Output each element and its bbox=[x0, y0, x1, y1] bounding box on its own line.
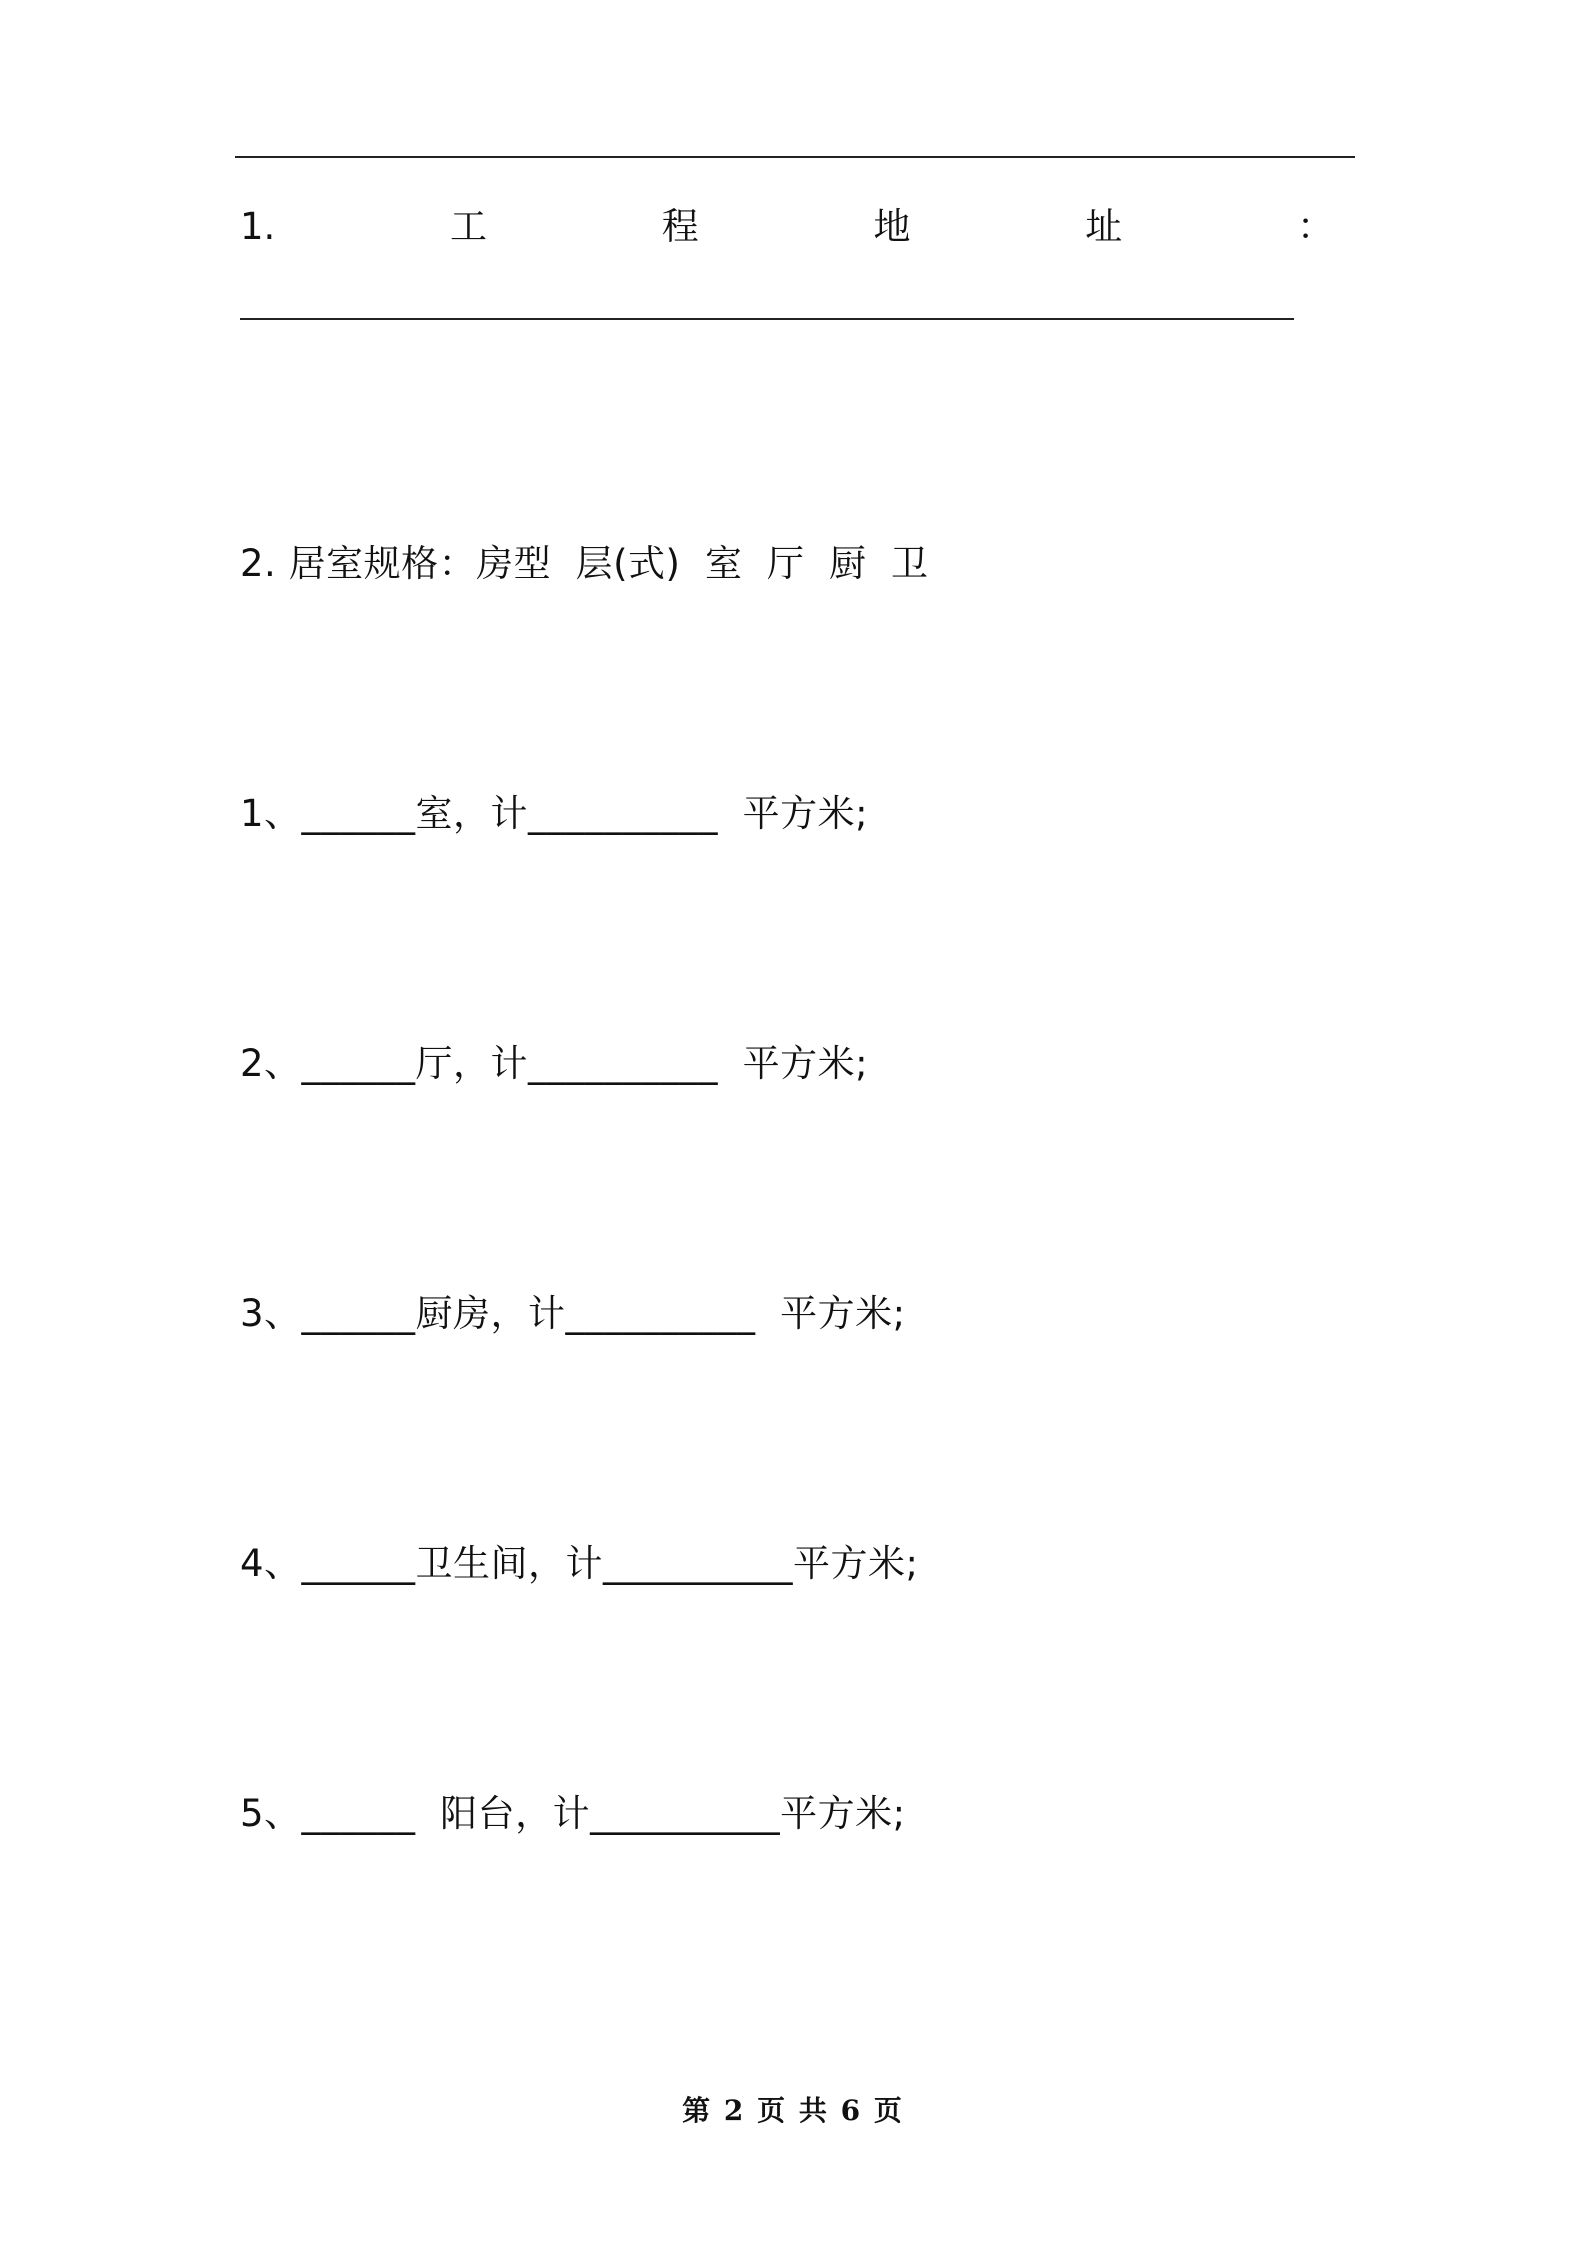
address-number: 1. bbox=[240, 205, 276, 248]
page-indicator: 第 2 页 共 6 页 bbox=[682, 2094, 904, 2127]
address-colon: ： bbox=[1296, 205, 1334, 248]
item-kitchen: 3、______厨房，计__________ 平方米; bbox=[240, 1292, 906, 1335]
address-char-1: 工 bbox=[450, 205, 488, 248]
item-room: 1、______室，计__________ 平方米; bbox=[240, 792, 869, 835]
address-line bbox=[240, 204, 1334, 250]
address-char-2: 程 bbox=[661, 205, 699, 248]
item-bathroom: 4、______卫生间，计__________平方米; bbox=[240, 1542, 919, 1585]
address-fill-line bbox=[240, 318, 1294, 320]
item-hall: 2、______厅，计__________ 平方米; bbox=[240, 1042, 869, 1085]
header-rule bbox=[235, 156, 1355, 158]
address-char-4: 址 bbox=[1085, 205, 1123, 248]
address-char-3: 地 bbox=[873, 205, 911, 248]
room-spec-line: 2. 居室规格：房型 层(式) 室 厅 厨 卫 bbox=[240, 542, 929, 585]
item-balcony: 5、______ 阳台，计__________平方米; bbox=[240, 1792, 906, 1835]
